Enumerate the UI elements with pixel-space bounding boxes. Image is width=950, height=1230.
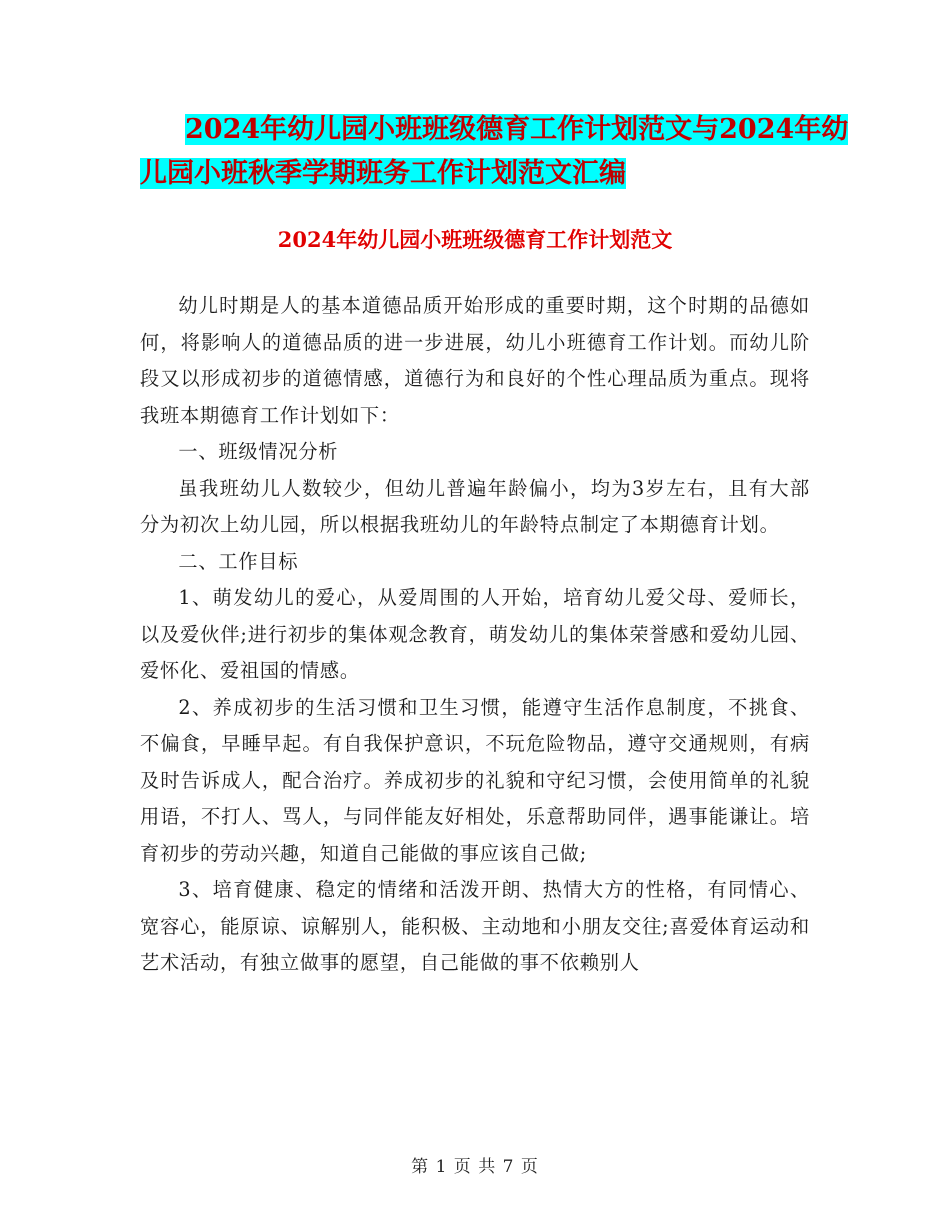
paragraph-class-analysis: 虽我班幼儿人数较少，但幼儿普遍年龄偏小，均为3岁左右，且有大部分为初次上幼儿园，所以根据我班幼儿的年龄特点制定了本期德育计划。 xyxy=(140,476,810,536)
heading-class-analysis: 一、班级情况分析 xyxy=(178,440,339,463)
heading-work-goals: 二、工作目标 xyxy=(178,549,299,573)
document-title xyxy=(140,108,849,196)
paragraph-goal-1: 1、萌发幼儿的爱心，从爱周围的人开始，培育幼儿爱父母、爱师长，以及爱伙伴;进行初步的集体观念教育，萌发幼儿的集体荣誉感和爱幼儿园、爱怀化、爱祖国的情感。 xyxy=(140,586,810,682)
document-title-line-2: 儿园小班秋季学期班务工作计划范文汇编 xyxy=(140,158,626,189)
document-title-line-1: 2024年幼儿园小班班级德育工作计划范文与2024年幼 xyxy=(185,114,849,145)
page-footer: 第 1 页 共 7 页 xyxy=(411,1157,539,1177)
document-body xyxy=(140,288,810,982)
section-title: 2024年幼儿园小班班级德育工作计划范文 xyxy=(277,227,673,252)
paragraph-goal-2: 2、养成初步的生活习惯和卫生习惯，能遵守生活作息制度，不挑食、不偏食，早睡早起。有自我保护意识，不玩危险物品，遵守交通规则，有病及时告诉成人，配合治疗。养成初步的礼貌和守纪习惯，会使用简单的礼貌用语，不打人、骂人，与同伴能友好相处，乐意帮助同伴，遇事能谦让。培育初步的劳动兴趣，知道自己能做的事应该自己做; xyxy=(140,695,810,865)
paragraph-intro: 幼儿时期是人的基本道德品质开始形成的重要时期，这个时期的品德如何，将影响人的道德品质的进一步进展，幼儿小班德育工作计划。而幼儿阶段又以形成初步的道德情感，道德行为和良好的个性心理品质为重点。现将我班本期德育工作计划如下： xyxy=(140,294,810,427)
paragraph-goal-3: 3、培育健康、稳定的情绪和活泼开朗、热情大方的性格，有同情心、宽容心，能原谅、谅解别人，能积极、主动地和小朋友交往;喜爱体育运动和艺术活动，有独立做事的愿望，自己能做的事不依赖别人 xyxy=(140,878,810,974)
